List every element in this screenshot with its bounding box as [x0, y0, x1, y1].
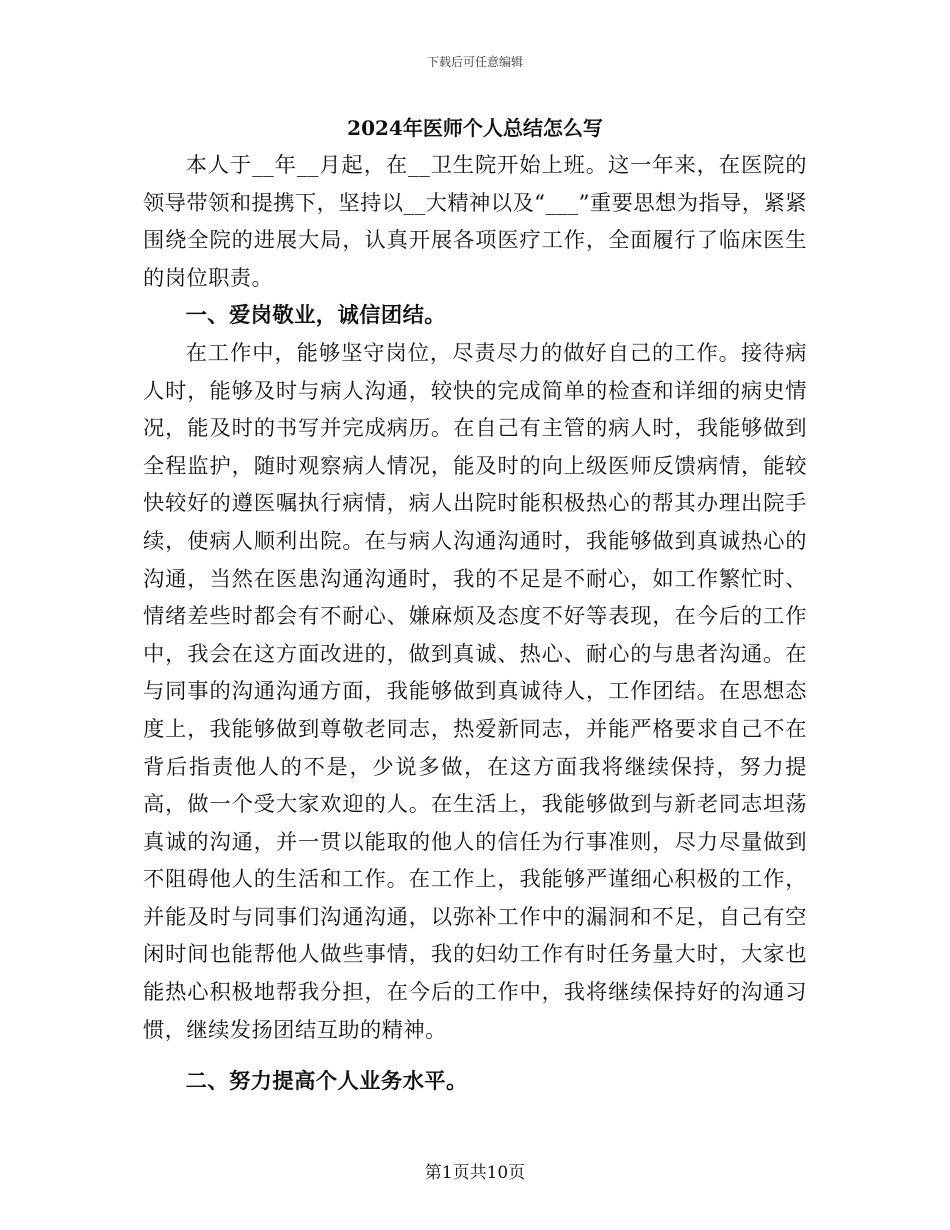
document-body [143, 147, 807, 1101]
document-title: 2024年医师个人总结怎么写 [347, 116, 603, 140]
section-1-heading: 一、爱岗敬业，诚信团结。 [185, 303, 446, 329]
section-1-paragraph: 在工作中，能够坚守岗位，尽责尽力的做好自己的工作。接待病人时，能够及时与病人沟通，较快的完成简单的检查和详细的病史情况，能及时的书写并完成病历。在自己有主管的病人时，我能够做到全程监护，随时观察病人情况，能及时的向上级医师反馈病情，能较快较好的遵医嘱执行病情，病人出院时能积极热心的帮其办理出院手续，使病人顺利出院。在与病人沟通沟通时，我能够做到真诚热心的沟通，当然在医患沟通沟通时，我的不足是不耐心，如工作繁忙时、情绪差些时都会有不耐心、嫌麻烦及态度不好等表现，在今后的工作中，我会在这方面改进的，做到真诚、热心、耐心的与患者沟通。在与同事的沟通沟通方面，我能够做到真诚待人，工作团结。在思想态度上，我能够做到尊敬老同志，热爱新同志，并能严格要求自己不在背后指责他人的不是，少说多做，在这方面我将继续保持，努力提高，做一个受大家欢迎的人。在生活上，我能够做到与新老同志坦荡真诚的沟通，并一贯以能取的他人的信任为行事准则，尽力尽量做到不阻碍他人的生活和工作。在工作上，我能够严谨细心积极的工作，并能及时与同事们沟通沟通，以弥补工作中的漏洞和不足，自己有空闲时间也能帮他人做些事情，我的妇幼工作有时任务量大时，大家也能热心积极地帮我分担，在今后的工作中，我将继续保持好的沟通习惯，继续发扬团结互助的精神。 [143, 340, 807, 1043]
section-2-heading: 二、努力提高个人业务水平。 [185, 1069, 468, 1095]
header-note: 下载后可任意编辑 [426, 55, 523, 69]
page-footer: 第1页共10页 [424, 1163, 526, 1183]
intro-paragraph: 本人于__年__月起，在__卫生院开始上班。这一年来，在医院的领导带领和提携下，坚持以__大精神以及“___”重要思想为指导，紧紧围绕全院的进展大局，认真开展各项医疗工作，全面履行了临床医生的岗位职责。 [143, 153, 807, 291]
